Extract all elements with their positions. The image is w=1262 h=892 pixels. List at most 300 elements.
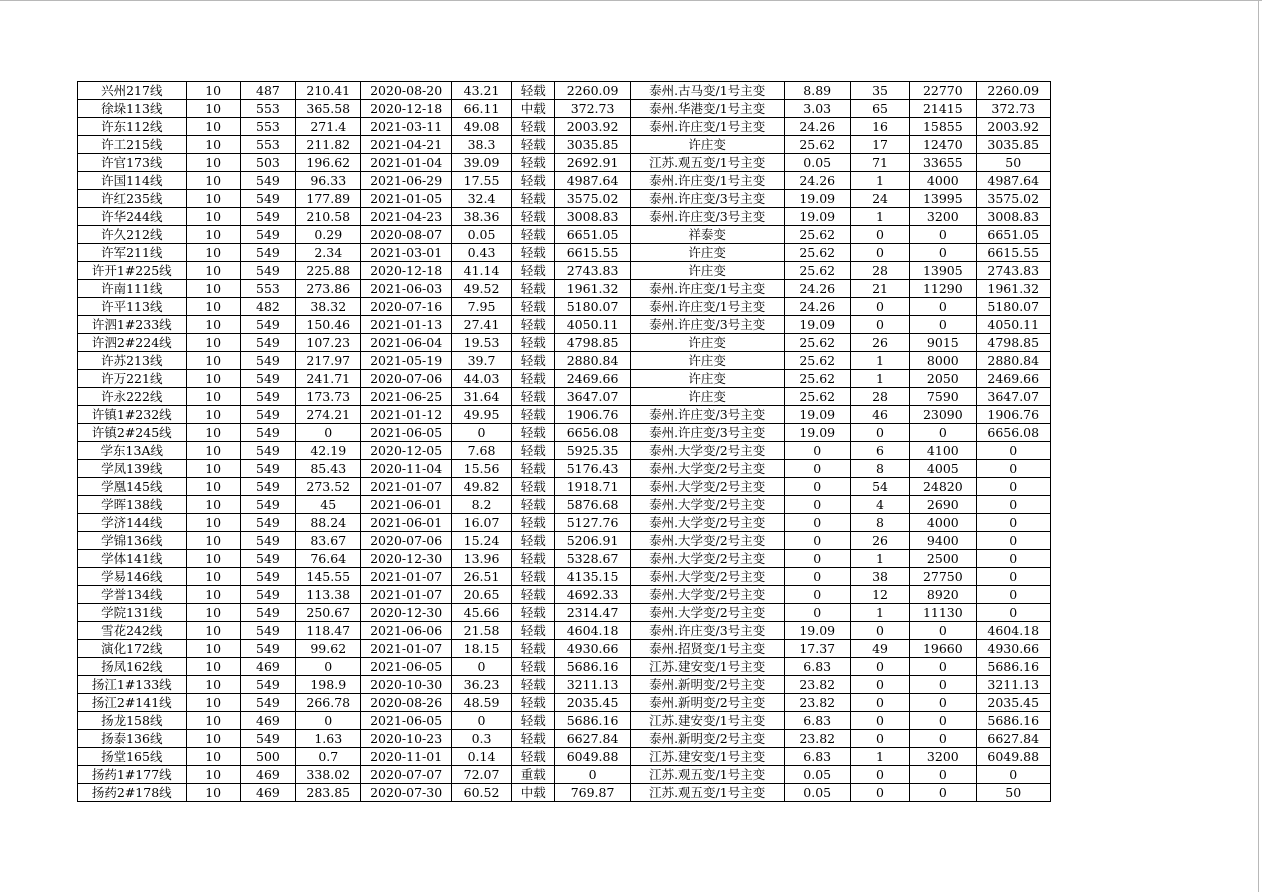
cell-date: 2021-01-12 (361, 406, 451, 424)
cell-transformer: 许庄变 (630, 370, 784, 388)
cell-transformer: 泰州.大学变/2号主变 (630, 514, 784, 532)
cell-transformer-margin: 0.05 (784, 154, 850, 172)
cell-count: 0 (850, 424, 909, 442)
cell-count: 1 (850, 748, 909, 766)
cell-date: 2020-08-20 (361, 82, 451, 100)
cell-max-load: 274.21 (296, 406, 361, 424)
cell-transformer-margin: 19.09 (784, 208, 850, 226)
cell-voltage: 10 (186, 622, 240, 640)
cell-transformer: 江苏.建安变/1号主变 (630, 658, 784, 676)
cell-load-status: 轻载 (512, 280, 555, 298)
cell-date: 2021-06-05 (361, 712, 451, 730)
cell-load-status: 轻载 (512, 82, 555, 100)
cell-total-capacity: 27750 (910, 568, 976, 586)
cell-transformer: 泰州.大学变/2号主变 (630, 442, 784, 460)
cell-capacity: 549 (240, 316, 295, 334)
cell-count: 17 (850, 136, 909, 154)
cell-transformer: 泰州.许庄变/3号主变 (630, 406, 784, 424)
cell-max-load: 210.58 (296, 208, 361, 226)
table-row (78, 370, 1051, 388)
table-row (78, 676, 1051, 694)
cell-load-rate: 8.2 (451, 496, 511, 514)
cell-line-name: 学易146线 (78, 568, 187, 586)
cell-max-load: 76.64 (296, 550, 361, 568)
cell-date: 2020-10-30 (361, 676, 451, 694)
cell-transformer-margin: 0 (784, 532, 850, 550)
cell-count: 35 (850, 82, 909, 100)
cell-voltage: 10 (186, 352, 240, 370)
cell-allowed-capacity: 50 (976, 154, 1051, 172)
cell-count: 1 (850, 370, 909, 388)
table-row (78, 586, 1051, 604)
cell-transformer: 许庄变 (630, 262, 784, 280)
cell-load-rate: 15.24 (451, 532, 511, 550)
cell-available-capacity: 2260.09 (555, 82, 630, 100)
cell-voltage: 10 (186, 244, 240, 262)
cell-count: 0 (850, 676, 909, 694)
table-row (78, 514, 1051, 532)
cell-transformer: 许庄变 (630, 352, 784, 370)
cell-available-capacity: 3035.85 (555, 136, 630, 154)
cell-allowed-capacity: 2469.66 (976, 370, 1051, 388)
cell-load-rate: 49.52 (451, 280, 511, 298)
cell-available-capacity: 769.87 (555, 784, 630, 802)
cell-available-capacity: 1906.76 (555, 406, 630, 424)
cell-total-capacity: 33655 (910, 154, 976, 172)
cell-available-capacity: 5686.16 (555, 658, 630, 676)
cell-capacity: 549 (240, 190, 295, 208)
cell-voltage: 10 (186, 748, 240, 766)
cell-allowed-capacity: 4050.11 (976, 316, 1051, 334)
cell-transformer-margin: 25.62 (784, 388, 850, 406)
cell-count: 54 (850, 478, 909, 496)
cell-transformer: 泰州.许庄变/1号主变 (630, 118, 784, 136)
cell-load-rate: 7.68 (451, 442, 511, 460)
cell-available-capacity: 3575.02 (555, 190, 630, 208)
cell-available-capacity: 2880.84 (555, 352, 630, 370)
cell-total-capacity: 12470 (910, 136, 976, 154)
cell-available-capacity: 5206.91 (555, 532, 630, 550)
cell-line-name: 许红235线 (78, 190, 187, 208)
cell-date: 2020-11-04 (361, 460, 451, 478)
cell-transformer-margin: 8.89 (784, 82, 850, 100)
cell-count: 26 (850, 532, 909, 550)
cell-load-rate: 38.36 (451, 208, 511, 226)
cell-available-capacity: 3008.83 (555, 208, 630, 226)
cell-count: 65 (850, 100, 909, 118)
cell-voltage: 10 (186, 262, 240, 280)
cell-allowed-capacity: 0 (976, 586, 1051, 604)
cell-max-load: 0.29 (296, 226, 361, 244)
cell-max-load: 365.58 (296, 100, 361, 118)
cell-total-capacity: 23090 (910, 406, 976, 424)
cell-transformer: 泰州.新明变/2号主变 (630, 694, 784, 712)
cell-date: 2021-01-07 (361, 640, 451, 658)
cell-capacity: 549 (240, 604, 295, 622)
cell-load-status: 轻载 (512, 748, 555, 766)
table-row (78, 784, 1051, 802)
cell-max-load: 107.23 (296, 334, 361, 352)
cell-line-name: 许开1#225线 (78, 262, 187, 280)
table-row (78, 730, 1051, 748)
cell-transformer: 泰州.大学变/2号主变 (630, 586, 784, 604)
table-row (78, 280, 1051, 298)
cell-total-capacity: 3200 (910, 208, 976, 226)
cell-available-capacity: 2743.83 (555, 262, 630, 280)
cell-available-capacity: 6627.84 (555, 730, 630, 748)
cell-load-status: 轻载 (512, 640, 555, 658)
cell-transformer-margin: 0 (784, 514, 850, 532)
cell-transformer-margin: 6.83 (784, 658, 850, 676)
cell-available-capacity: 6651.05 (555, 226, 630, 244)
cell-voltage: 10 (186, 532, 240, 550)
cell-load-status: 轻载 (512, 658, 555, 676)
cell-load-rate: 20.65 (451, 586, 511, 604)
cell-load-status: 轻载 (512, 442, 555, 460)
cell-total-capacity: 0 (910, 244, 976, 262)
cell-available-capacity: 5686.16 (555, 712, 630, 730)
cell-max-load: 210.41 (296, 82, 361, 100)
cell-total-capacity: 4100 (910, 442, 976, 460)
cell-transformer: 江苏.建安变/1号主变 (630, 748, 784, 766)
cell-capacity: 549 (240, 424, 295, 442)
cell-transformer-margin: 23.82 (784, 694, 850, 712)
cell-allowed-capacity: 4987.64 (976, 172, 1051, 190)
cell-date: 2020-07-07 (361, 766, 451, 784)
cell-voltage: 10 (186, 658, 240, 676)
table-row (78, 262, 1051, 280)
cell-date: 2021-01-05 (361, 190, 451, 208)
cell-line-name: 许军211线 (78, 244, 187, 262)
cell-load-status: 轻载 (512, 460, 555, 478)
cell-available-capacity: 4798.85 (555, 334, 630, 352)
cell-line-name: 雪花242线 (78, 622, 187, 640)
cell-transformer-margin: 25.62 (784, 262, 850, 280)
cell-load-status: 中载 (512, 784, 555, 802)
cell-allowed-capacity: 2003.92 (976, 118, 1051, 136)
cell-transformer-margin: 25.62 (784, 136, 850, 154)
cell-available-capacity: 4135.15 (555, 568, 630, 586)
cell-transformer: 泰州.大学变/2号主变 (630, 478, 784, 496)
cell-transformer-margin: 25.62 (784, 370, 850, 388)
cell-capacity: 549 (240, 694, 295, 712)
cell-load-status: 轻载 (512, 154, 555, 172)
cell-allowed-capacity: 4798.85 (976, 334, 1051, 352)
cell-voltage: 10 (186, 316, 240, 334)
cell-transformer-margin: 25.62 (784, 244, 850, 262)
cell-capacity: 549 (240, 496, 295, 514)
cell-load-rate: 0.14 (451, 748, 511, 766)
cell-date: 2021-01-04 (361, 154, 451, 172)
cell-count: 0 (850, 694, 909, 712)
cell-load-rate: 21.58 (451, 622, 511, 640)
cell-capacity: 549 (240, 370, 295, 388)
cell-date: 2021-01-07 (361, 478, 451, 496)
cell-capacity: 549 (240, 568, 295, 586)
cell-transformer: 泰州.许庄变/3号主变 (630, 424, 784, 442)
cell-capacity: 553 (240, 118, 295, 136)
cell-total-capacity: 0 (910, 316, 976, 334)
cell-transformer-margin: 17.37 (784, 640, 850, 658)
cell-allowed-capacity: 6627.84 (976, 730, 1051, 748)
cell-load-status: 轻载 (512, 244, 555, 262)
cell-load-rate: 0 (451, 658, 511, 676)
cell-total-capacity: 4000 (910, 172, 976, 190)
cell-available-capacity: 1918.71 (555, 478, 630, 496)
cell-count: 0 (850, 316, 909, 334)
cell-max-load: 85.43 (296, 460, 361, 478)
cell-line-name: 许镇1#232线 (78, 406, 187, 424)
table-row (78, 244, 1051, 262)
cell-line-name: 学凤139线 (78, 460, 187, 478)
cell-transformer: 泰州.许庄变/3号主变 (630, 316, 784, 334)
cell-transformer-margin: 25.62 (784, 226, 850, 244)
cell-capacity: 549 (240, 226, 295, 244)
cell-load-status: 轻载 (512, 424, 555, 442)
cell-load-status: 轻载 (512, 496, 555, 514)
cell-transformer-margin: 0 (784, 460, 850, 478)
cell-total-capacity: 2690 (910, 496, 976, 514)
cell-transformer-margin: 6.83 (784, 748, 850, 766)
cell-date: 2021-03-11 (361, 118, 451, 136)
data-table (77, 81, 1051, 802)
cell-line-name: 扬药2#178线 (78, 784, 187, 802)
cell-date: 2020-07-06 (361, 370, 451, 388)
cell-allowed-capacity: 2260.09 (976, 82, 1051, 100)
cell-voltage: 10 (186, 604, 240, 622)
cell-load-status: 轻载 (512, 694, 555, 712)
cell-capacity: 549 (240, 478, 295, 496)
cell-date: 2020-12-30 (361, 550, 451, 568)
cell-date: 2021-06-29 (361, 172, 451, 190)
cell-max-load: 271.4 (296, 118, 361, 136)
cell-load-status: 轻载 (512, 406, 555, 424)
cell-date: 2020-11-01 (361, 748, 451, 766)
cell-transformer-margin: 25.62 (784, 352, 850, 370)
cell-transformer: 泰州.许庄变/1号主变 (630, 298, 784, 316)
cell-transformer: 泰州.新明变/2号主变 (630, 730, 784, 748)
cell-capacity: 549 (240, 262, 295, 280)
table-row (78, 352, 1051, 370)
cell-date: 2020-12-18 (361, 262, 451, 280)
cell-voltage: 10 (186, 370, 240, 388)
table-row (78, 442, 1051, 460)
cell-capacity: 553 (240, 280, 295, 298)
cell-capacity: 500 (240, 748, 295, 766)
cell-max-load: 211.82 (296, 136, 361, 154)
table-row (78, 298, 1051, 316)
cell-allowed-capacity: 2035.45 (976, 694, 1051, 712)
cell-voltage: 10 (186, 208, 240, 226)
cell-transformer: 江苏.观五变/1号主变 (630, 154, 784, 172)
cell-allowed-capacity: 5180.07 (976, 298, 1051, 316)
cell-capacity: 549 (240, 460, 295, 478)
cell-capacity: 469 (240, 784, 295, 802)
cell-transformer: 江苏.观五变/1号主变 (630, 766, 784, 784)
cell-load-rate: 7.95 (451, 298, 511, 316)
cell-available-capacity: 5328.67 (555, 550, 630, 568)
cell-allowed-capacity: 372.73 (976, 100, 1051, 118)
cell-transformer: 许庄变 (630, 136, 784, 154)
table-row (78, 550, 1051, 568)
cell-allowed-capacity: 0 (976, 514, 1051, 532)
cell-line-name: 学体141线 (78, 550, 187, 568)
cell-transformer-margin: 0 (784, 586, 850, 604)
table-row (78, 172, 1051, 190)
cell-voltage: 10 (186, 100, 240, 118)
cell-transformer-margin: 24.26 (784, 172, 850, 190)
cell-available-capacity: 372.73 (555, 100, 630, 118)
cell-transformer-margin: 19.09 (784, 406, 850, 424)
table-row (78, 100, 1051, 118)
cell-allowed-capacity: 50 (976, 784, 1051, 802)
cell-capacity: 503 (240, 154, 295, 172)
cell-voltage: 10 (186, 82, 240, 100)
cell-allowed-capacity: 0 (976, 478, 1051, 496)
table-row (78, 640, 1051, 658)
cell-load-status: 轻载 (512, 316, 555, 334)
cell-load-status: 轻载 (512, 514, 555, 532)
cell-total-capacity: 0 (910, 730, 976, 748)
cell-total-capacity: 0 (910, 694, 976, 712)
cell-max-load: 266.78 (296, 694, 361, 712)
cell-total-capacity: 19660 (910, 640, 976, 658)
cell-max-load: 196.62 (296, 154, 361, 172)
cell-transformer: 泰州.大学变/2号主变 (630, 604, 784, 622)
cell-max-load: 99.62 (296, 640, 361, 658)
cell-load-status: 中载 (512, 100, 555, 118)
cell-transformer: 泰州.大学变/2号主变 (630, 496, 784, 514)
cell-max-load: 1.63 (296, 730, 361, 748)
cell-load-status: 轻载 (512, 370, 555, 388)
cell-max-load: 250.67 (296, 604, 361, 622)
cell-load-status: 轻载 (512, 586, 555, 604)
cell-allowed-capacity: 0 (976, 532, 1051, 550)
cell-transformer: 泰州.大学变/2号主变 (630, 550, 784, 568)
cell-capacity: 549 (240, 532, 295, 550)
cell-load-status: 轻载 (512, 118, 555, 136)
cell-total-capacity: 13905 (910, 262, 976, 280)
cell-voltage: 10 (186, 298, 240, 316)
cell-total-capacity: 0 (910, 658, 976, 676)
cell-transformer: 泰州.华港变/1号主变 (630, 100, 784, 118)
cell-max-load: 217.97 (296, 352, 361, 370)
cell-total-capacity: 0 (910, 712, 976, 730)
cell-transformer-margin: 23.82 (784, 730, 850, 748)
cell-transformer-margin: 19.09 (784, 424, 850, 442)
cell-voltage: 10 (186, 388, 240, 406)
cell-load-rate: 38.3 (451, 136, 511, 154)
cell-load-status: 轻载 (512, 208, 555, 226)
cell-allowed-capacity: 1906.76 (976, 406, 1051, 424)
cell-date: 2020-08-26 (361, 694, 451, 712)
cell-transformer-margin: 19.09 (784, 622, 850, 640)
cell-capacity: 549 (240, 676, 295, 694)
cell-line-name: 许久212线 (78, 226, 187, 244)
table-row (78, 496, 1051, 514)
cell-load-status: 轻载 (512, 550, 555, 568)
cell-allowed-capacity: 6656.08 (976, 424, 1051, 442)
cell-line-name: 许永222线 (78, 388, 187, 406)
cell-transformer: 祥泰变 (630, 226, 784, 244)
cell-count: 1 (850, 550, 909, 568)
table-row (78, 154, 1051, 172)
cell-line-name: 许泗1#233线 (78, 316, 187, 334)
table-row (78, 604, 1051, 622)
cell-load-rate: 27.41 (451, 316, 511, 334)
cell-count: 71 (850, 154, 909, 172)
cell-date: 2021-06-01 (361, 496, 451, 514)
cell-line-name: 扬江2#141线 (78, 694, 187, 712)
cell-transformer-margin: 0 (784, 442, 850, 460)
table-row (78, 118, 1051, 136)
cell-total-capacity: 7590 (910, 388, 976, 406)
cell-line-name: 扬江1#133线 (78, 676, 187, 694)
cell-capacity: 549 (240, 244, 295, 262)
cell-capacity: 549 (240, 730, 295, 748)
cell-load-rate: 0 (451, 424, 511, 442)
cell-allowed-capacity: 1961.32 (976, 280, 1051, 298)
cell-max-load: 113.38 (296, 586, 361, 604)
table-row (78, 478, 1051, 496)
cell-available-capacity: 3211.13 (555, 676, 630, 694)
cell-count: 0 (850, 622, 909, 640)
cell-date: 2021-04-21 (361, 136, 451, 154)
cell-capacity: 553 (240, 136, 295, 154)
cell-max-load: 0 (296, 424, 361, 442)
cell-max-load: 83.67 (296, 532, 361, 550)
cell-capacity: 487 (240, 82, 295, 100)
cell-voltage: 10 (186, 514, 240, 532)
cell-max-load: 150.46 (296, 316, 361, 334)
cell-line-name: 学济144线 (78, 514, 187, 532)
cell-transformer-margin: 24.26 (784, 280, 850, 298)
cell-total-capacity: 2050 (910, 370, 976, 388)
cell-date: 2020-10-23 (361, 730, 451, 748)
cell-capacity: 549 (240, 208, 295, 226)
cell-line-name: 兴州217线 (78, 82, 187, 100)
cell-allowed-capacity: 3575.02 (976, 190, 1051, 208)
cell-line-name: 许万221线 (78, 370, 187, 388)
cell-line-name: 学誉134线 (78, 586, 187, 604)
cell-voltage: 10 (186, 712, 240, 730)
cell-total-capacity: 9015 (910, 334, 976, 352)
cell-allowed-capacity: 0 (976, 604, 1051, 622)
cell-max-load: 225.88 (296, 262, 361, 280)
cell-load-status: 轻载 (512, 478, 555, 496)
cell-voltage: 10 (186, 586, 240, 604)
cell-load-rate: 19.53 (451, 334, 511, 352)
cell-available-capacity: 4987.64 (555, 172, 630, 190)
cell-voltage: 10 (186, 784, 240, 802)
cell-allowed-capacity: 5686.16 (976, 712, 1051, 730)
cell-voltage: 10 (186, 478, 240, 496)
cell-count: 0 (850, 244, 909, 262)
cell-voltage: 10 (186, 280, 240, 298)
cell-count: 6 (850, 442, 909, 460)
cell-count: 1 (850, 172, 909, 190)
cell-line-name: 扬堂165线 (78, 748, 187, 766)
cell-allowed-capacity: 2743.83 (976, 262, 1051, 280)
cell-max-load: 0 (296, 712, 361, 730)
cell-transformer: 泰州.许庄变/1号主变 (630, 280, 784, 298)
cell-available-capacity: 4604.18 (555, 622, 630, 640)
cell-available-capacity: 6656.08 (555, 424, 630, 442)
cell-line-name: 扬泰136线 (78, 730, 187, 748)
cell-total-capacity: 0 (910, 622, 976, 640)
cell-count: 21 (850, 280, 909, 298)
cell-load-rate: 39.09 (451, 154, 511, 172)
